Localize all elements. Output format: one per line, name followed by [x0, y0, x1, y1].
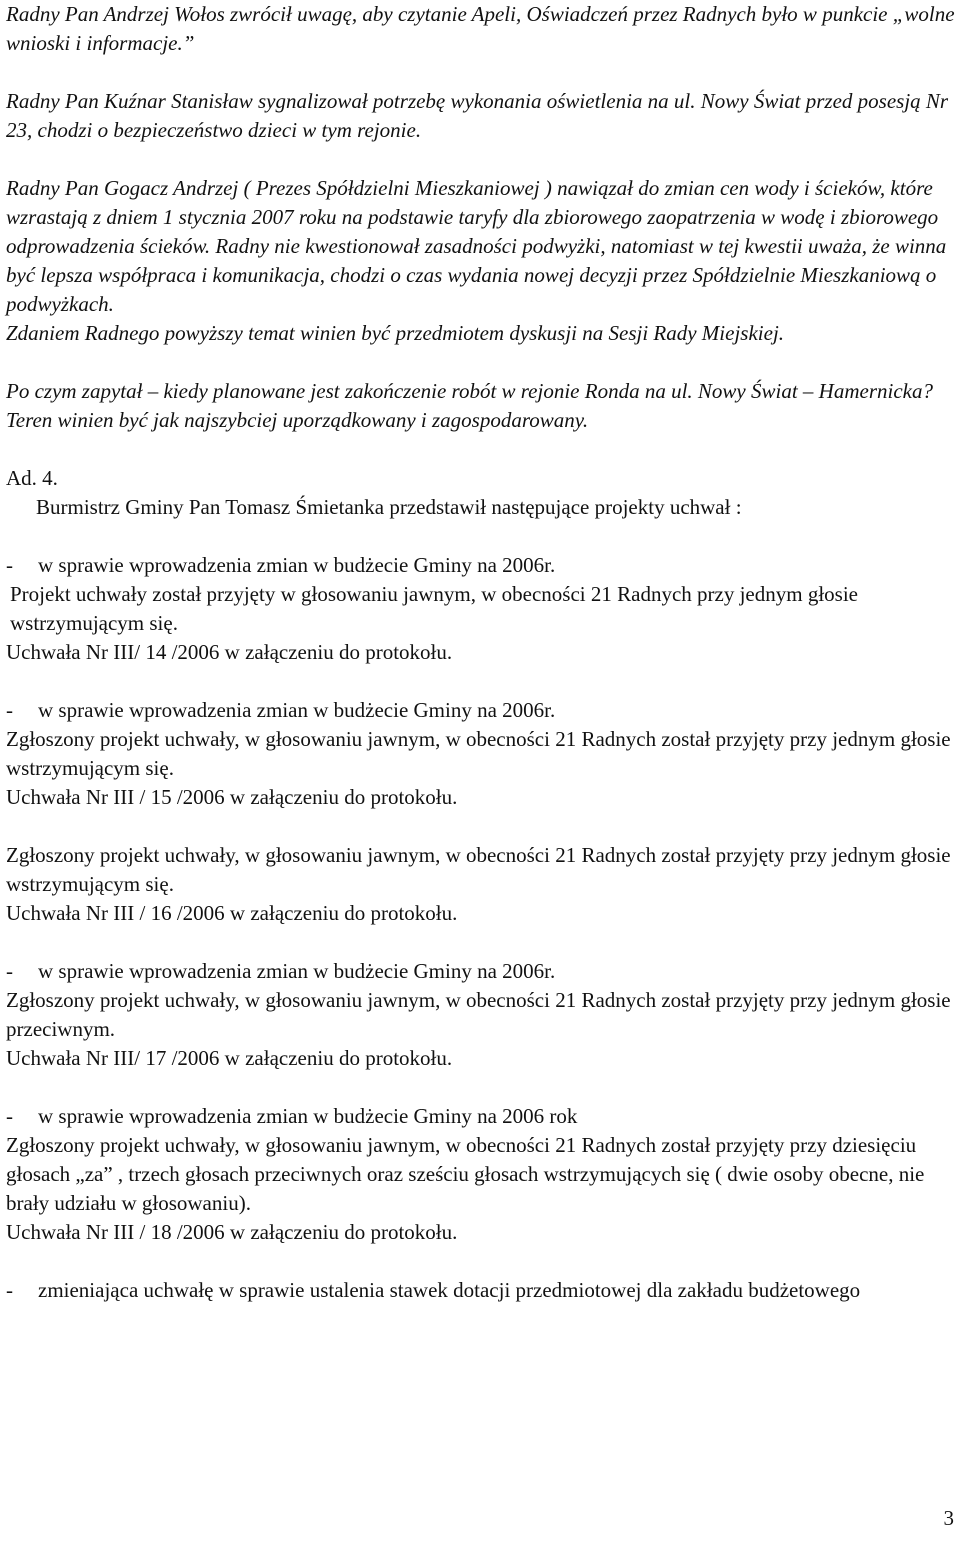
- item-title: w sprawie wprowadzenia zmian w budżecie Gminy na 2006r.: [38, 553, 556, 577]
- item-title: w sprawie wprowadzenia zmian w budżecie Gminy na 2006r.: [38, 959, 556, 983]
- item-title: w sprawie wprowadzenia zmian w budżecie Gminy na 2006 rok: [38, 1104, 578, 1128]
- item-resolution: Uchwała Nr III/ 17 /2006 w załączeniu do protokołu.: [6, 1046, 453, 1070]
- item-text: Zgłoszony projekt uchwały, w głosowaniu jawnym, w obecności 21 Radnych został przyjęty przy jednym głosie wstrzymującym się.: [6, 727, 951, 780]
- item-resolution: Uchwała Nr III / 18 /2006 w załączeniu do protokołu.: [6, 1220, 458, 1244]
- item-text: Zgłoszony projekt uchwały, w głosowaniu jawnym, w obecności 21 Radnych został przyjęty przy dziesięciu głosach „za” , trzech głosach przeciwnych oraz sześciu głosach wstrzymujących się ( dwie osoby obecne, nie brały udziału w głosowaniu).: [6, 1133, 925, 1215]
- paragraph-area: Teren winien być jak najszybciej uporządkowany i zagospodarowany.: [6, 408, 589, 432]
- paragraph-gogacz: Radny Pan Gogacz Andrzej ( Prezes Spółdzielni Mieszkaniowej ) nawiązał do zmian cen wody i ścieków, które wzrastają z dniem 1 stycznia 2007 roku na podstawie taryfy dla zbiorowego zaopatrzenia w wodę i zbiorowego odprowadzenia ścieków. Radny nie kwestionował zasadności podwyżki, natomiast w tej kwestii uważa, że winna być lepsza współpraca i komunikacja, chodzi o czas wydania nowej decyzji przez Spółdzielnie Mieszkaniową o podwyżkach.: [6, 176, 947, 316]
- item-title: zmieniająca uchwałę w sprawie ustalenia stawek dotacji przedmiotowej dla zakładu budżetowego: [38, 1278, 861, 1302]
- list-dash: -: [6, 1278, 13, 1302]
- list-item: [6, 1102, 956, 1131]
- list-item: [6, 957, 956, 986]
- item-resolution: Uchwała Nr III/ 14 /2006 w załączeniu do protokołu.: [6, 640, 453, 664]
- paragraph-question: Po czym zapytał – kiedy planowane jest zakończenie robót w rejonie Ronda na ul. Nowy Świat – Hamernicka?: [6, 379, 933, 403]
- paragraph-kuznar: Radny Pan Kuźnar Stanisław sygnalizował potrzebę wykonania oświetlenia na ul. Nowy Świat przed posesją Nr 23, chodzi o bezpieczeństwo dzieci w tym rejonie.: [6, 89, 949, 142]
- item-text: Projekt uchwały został przyjęty w głosowaniu jawnym, w obecności 21 Radnych przy jednym głosie wstrzymującym się.: [10, 582, 858, 635]
- paragraph-gogacz-opinion: Zdaniem Radnego powyższy temat winien być przedmiotem dyskusji na Sesji Rady Miejskiej.: [6, 321, 785, 345]
- document-page: [6, 0, 956, 1305]
- list-item: [6, 696, 956, 725]
- item-resolution: Uchwała Nr III / 15 /2006 w załączeniu do protokołu.: [6, 785, 458, 809]
- paragraph-wolos: Radny Pan Andrzej Wołos zwrócił uwagę, aby czytanie Apeli, Oświadczeń przez Radnych było w punkcie „wolne wnioski i informacje.”: [6, 2, 955, 55]
- list-dash: -: [6, 959, 13, 983]
- list-dash: -: [6, 698, 13, 722]
- page-number: 3: [943, 1506, 954, 1530]
- section-heading: Ad. 4.: [6, 466, 58, 490]
- list-dash: -: [6, 553, 13, 577]
- item-title: w sprawie wprowadzenia zmian w budżecie Gminy na 2006r.: [38, 698, 556, 722]
- list-item: [6, 1276, 956, 1305]
- item-resolution: Uchwała Nr III / 16 /2006 w załączeniu do protokołu.: [6, 901, 458, 925]
- item-text: Zgłoszony projekt uchwały, w głosowaniu jawnym, w obecności 21 Radnych został przyjęty przy jednym głosie wstrzymującym się.: [6, 843, 951, 896]
- list-item: [6, 551, 956, 580]
- list-dash: -: [6, 1104, 13, 1128]
- item-text: Zgłoszony projekt uchwały, w głosowaniu jawnym, w obecności 21 Radnych został przyjęty przy jednym głosie przeciwnym.: [6, 988, 951, 1041]
- section-intro: Burmistrz Gminy Pan Tomasz Śmietanka przedstawił następujące projekty uchwał :: [36, 495, 742, 519]
